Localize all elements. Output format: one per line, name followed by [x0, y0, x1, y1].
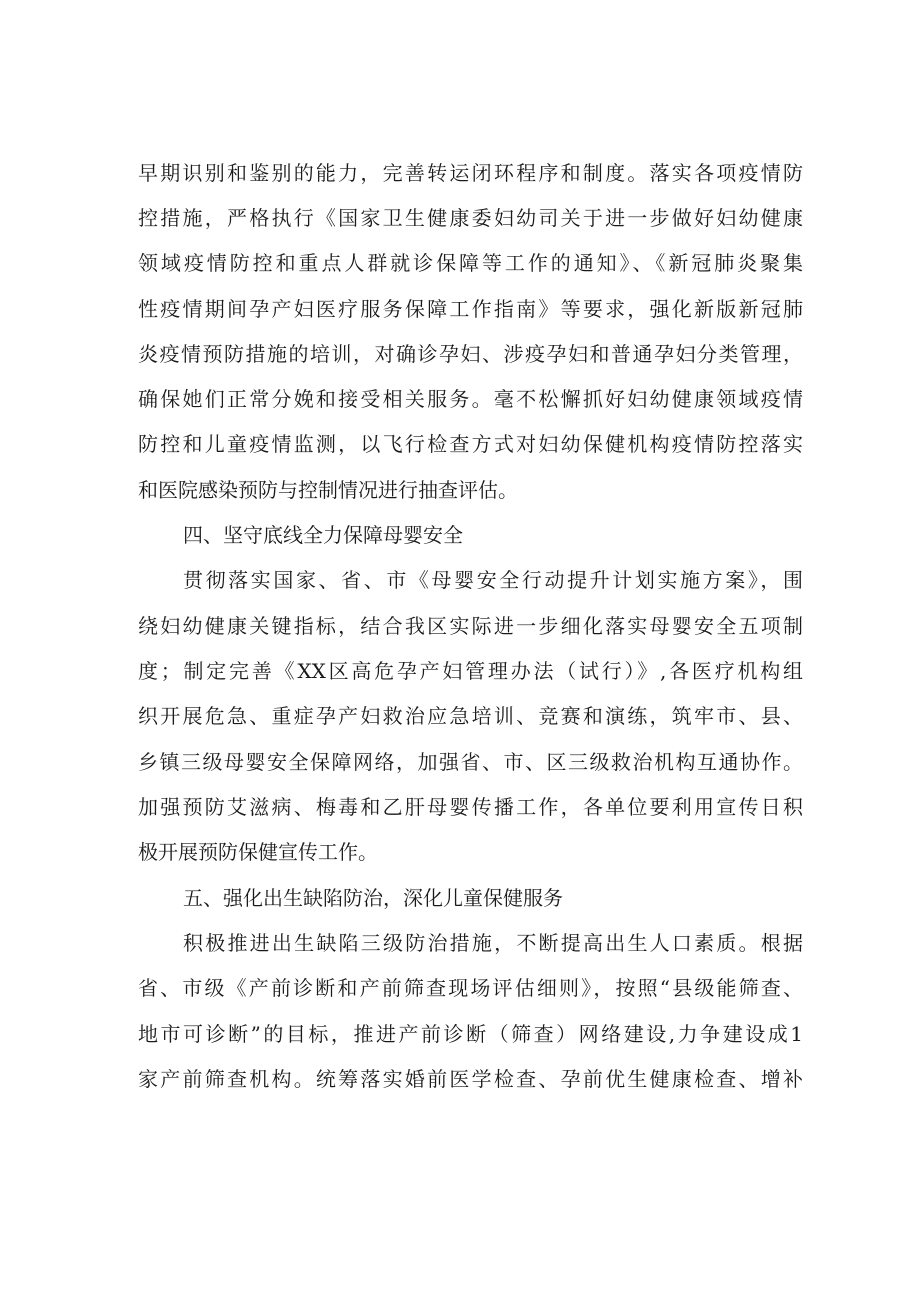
- paragraph-line: 积极推进出生缺陷三级防治措施，不断提高出生人口素质。根据: [183, 931, 803, 955]
- paragraph-line: 贯彻落实国家、省、市《母婴安全行动提升计划实施方案》，围: [183, 568, 803, 592]
- paragraph-line: 早期识别和鉴别的能力，完善转运闭环程序和制度。落实各项疫情防: [138, 161, 803, 185]
- section-heading: 四、坚守底线全力保障母婴安全: [183, 523, 463, 547]
- paragraph-line: 乡镇三级母婴安全保障网络，加强省、市、区三级救治机构互通协作。: [138, 750, 803, 774]
- paragraph-line: 织开展危急、重症孕产妇救治应急培训、竞赛和演练，筑牢市、县、: [138, 704, 803, 728]
- paragraph-line: 极开展预防保健宣传工作。: [138, 840, 378, 864]
- paragraph-line: 炎疫情预防措施的培训，对确诊孕妇、涉疫孕妇和普通孕妇分类管理，: [138, 342, 803, 366]
- section-heading: 五、强化出生缺陷防治，深化儿童保健服务: [183, 886, 563, 910]
- paragraph-line: 绕妇幼健康关键指标，结合我区实际进一步细化落实母婴安全五项制: [138, 614, 803, 638]
- paragraph-line: 地市可诊断”的目标，推进产前诊断（筛查）网络建设,力争建设成1: [138, 1022, 803, 1046]
- paragraph-line: 家产前筛查机构。统筹落实婚前医学检查、孕前优生健康检查、增补: [138, 1067, 803, 1091]
- paragraph-line: 控措施，严格执行《国家卫生健康委妇幼司关于进一步做好妇幼健康: [138, 206, 803, 230]
- paragraph-line: 防控和儿童疫情监测，以飞行检查方式对妇幼保健机构疫情防控落实: [138, 432, 803, 456]
- paragraph-line: 确保她们正常分娩和接受相关服务。毫不松懈抓好妇幼健康领域疫情: [138, 387, 803, 411]
- paragraph-line: 加强预防艾滋病、梅毒和乙肝母婴传播工作，各单位要利用宣传日积: [138, 795, 803, 819]
- paragraph-line: 性疫情期间孕产妇医疗服务保障工作指南》等要求，强化新版新冠肺: [138, 297, 803, 321]
- paragraph-line: 领域疫情防控和重点人群就诊保障等工作的通知》、《新冠肺炎聚集: [138, 251, 803, 275]
- paragraph-line: 和医院感染预防与控制情况进行抽查评估。: [138, 478, 518, 502]
- paragraph-line: 省、市级《产前诊断和产前筛查现场评估细则》，按照“县级能筛查、: [138, 976, 803, 1000]
- paragraph-line: 度；制定完善《XX区高危孕产妇管理办法（试行）》,各医疗机构组: [138, 659, 803, 683]
